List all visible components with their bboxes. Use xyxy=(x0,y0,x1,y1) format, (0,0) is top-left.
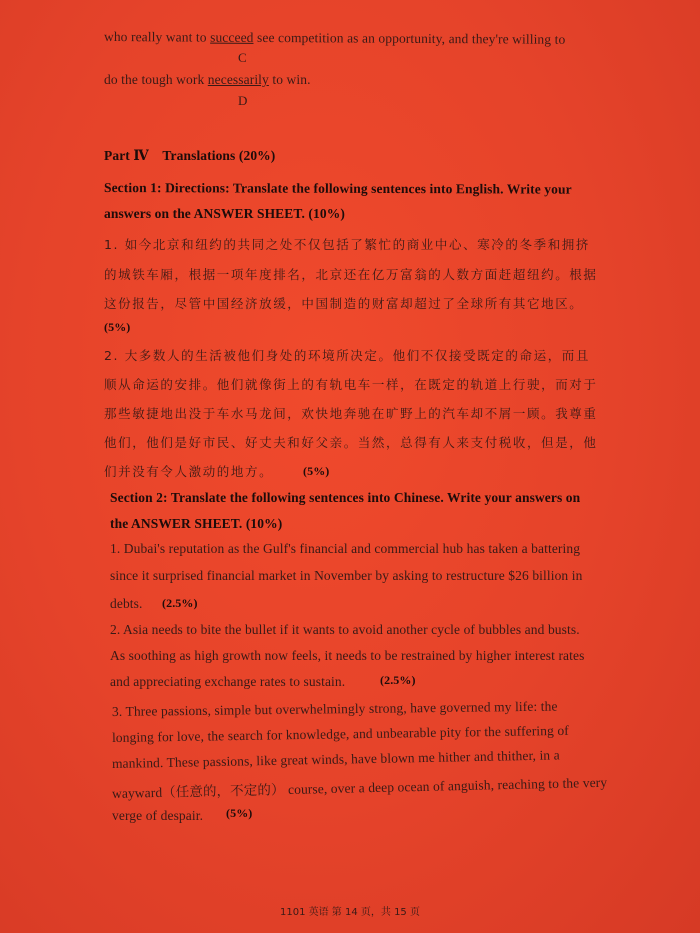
section1-item2-score: (5%) xyxy=(303,464,330,478)
section2-item3-line3: mankind. These passions, like great winds, have blown me hither and thither, in a xyxy=(111,747,560,771)
section2-item1-score: (2.5%) xyxy=(162,596,198,610)
section1-item1-line2: 的城铁车厢，根据一项年度排名，北京还在亿万富翁的人数方面赶超纽约。根据 xyxy=(104,267,598,282)
option-line-2: do the tough work necessarily to win. xyxy=(104,72,311,87)
section2-item2-line3: and appreciating exchange rates to sustain. xyxy=(110,674,346,689)
option-letter-c: C xyxy=(238,50,247,65)
option-line-1: who really want to succeed see competition as an opportunity, and they're willing to xyxy=(103,29,566,47)
section2-item1-line1: 1. Dubai's reputation as the Gulf's financial and commercial hub has taken a battering xyxy=(110,541,581,556)
section1-item2-line1: 2. 大多数人的生活被他们身处的环境所决定。他们不仅接受既定的命运，而且 xyxy=(104,348,591,363)
section1-item1-line1: 1. 如今北京和纽约的共同之处不仅包括了繁忙的商业中心、寒冷的冬季和拥挤 xyxy=(104,237,591,252)
underlined-option-c: succeed xyxy=(210,29,254,45)
section2-item3-line5: verge of despair. xyxy=(112,808,204,823)
section2-item3-line1: 3. Three passions, simple but overwhelmingly strong, have governed my life: the xyxy=(111,698,558,719)
section2-item3-line2: longing for love, the search for knowledge, and unbearable pity for the suffering of xyxy=(111,722,569,745)
section2-heading-line2: the ANSWER SHEET. (10%) xyxy=(110,516,283,531)
underlined-option-d: necessarily xyxy=(207,72,269,87)
section1-item2-line3: 那些敏捷地出没于车水马龙间，欢快地奔驰在旷野上的汽车却不屑一顾。我尊重 xyxy=(104,406,598,421)
section2-item3-score: (5%) xyxy=(226,806,253,820)
section1-item2-line5: 们并没有令人激动的地方。 xyxy=(104,464,274,479)
section1-item2-line2: 顺从命运的安排。他们就像街上的有轨电车一样，在既定的轨道上行驶，而对于 xyxy=(104,377,598,392)
section2-item1-line3: debts. xyxy=(110,596,143,611)
section2-item2-score: (2.5%) xyxy=(380,673,416,687)
section1-item1-line3: 这份报告，尽管中国经济放缓，中国制造的财富却超过了全球所有其它地区。 xyxy=(104,296,584,311)
page-footer: 1101 英语 第 14 页，共 15 页 xyxy=(280,907,420,918)
section2-heading-line1: Section 2: Translate the following sentences into Chinese. Write your answers on xyxy=(110,490,581,505)
section2-item2-line1: 2. Asia needs to bite the bullet if it wants to avoid another cycle of bubbles and busts. xyxy=(110,622,580,637)
option-letter-d: D xyxy=(238,93,248,108)
section2-item1-line2: since it surprised financial market in November by asking to restructure $26 billion in xyxy=(110,568,583,583)
section1-item1-score: (5%) xyxy=(104,320,131,334)
section2-item2-line2: As soothing as high growth now feels, it needs to be restrained by higher interest rates xyxy=(110,648,585,663)
section1-heading-line1: Section 1: Directions: Translate the following sentences into English. Write your xyxy=(103,180,572,197)
part-title: Part Ⅳ Translations (20%) xyxy=(104,148,276,163)
section2-item3-line4: wayward（任意的，不定的） course, over a deep ocean of anguish, reaching to the very xyxy=(111,774,608,801)
section1-heading-line2: answers on the ANSWER SHEET. (10%) xyxy=(104,206,345,221)
section1-item2-line4: 他们，他们是好市民、好丈夫和好父亲。当然，总得有人来支付税收，但是，他 xyxy=(104,435,598,450)
